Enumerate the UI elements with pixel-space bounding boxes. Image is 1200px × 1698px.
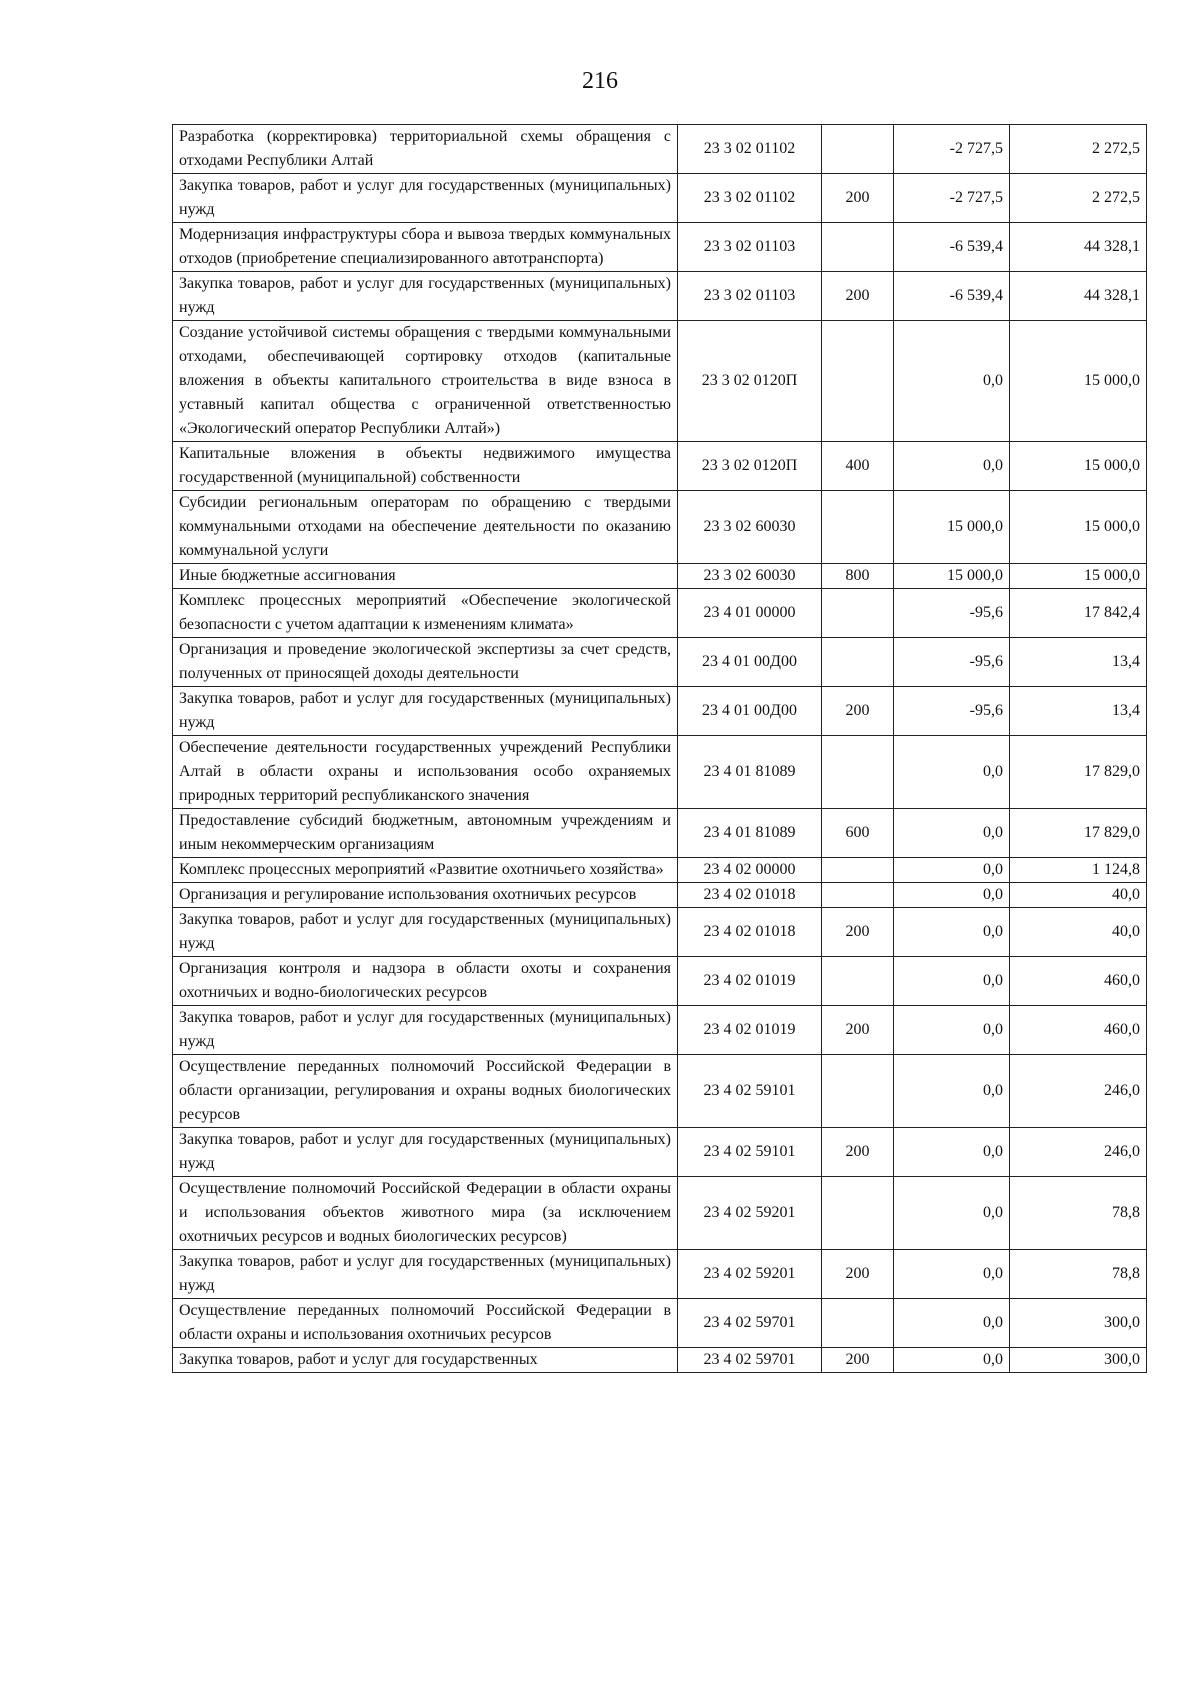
row-code: 23 4 02 59101 <box>678 1055 822 1128</box>
table-row <box>173 858 1147 883</box>
row-change-amount: 0,0 <box>894 908 1010 957</box>
row-expense-type: 200 <box>822 1348 894 1373</box>
row-expense-type: 200 <box>822 908 894 957</box>
row-change-amount: 0,0 <box>894 883 1010 908</box>
row-total-amount: 300,0 <box>1010 1348 1147 1373</box>
row-code: 23 3 02 01103 <box>678 272 822 321</box>
row-expense-type <box>822 638 894 687</box>
row-code: 23 4 02 01019 <box>678 957 822 1006</box>
row-change-amount: 15 000,0 <box>894 564 1010 589</box>
table-row <box>173 589 1147 638</box>
row-total-amount: 246,0 <box>1010 1055 1147 1128</box>
row-code: 23 4 02 01018 <box>678 883 822 908</box>
row-name: Организация и проведение экологической экспертизы за счет средств, полученных от приносящей доходы деятельности <box>173 638 678 687</box>
row-code: 23 4 01 00Д00 <box>678 687 822 736</box>
row-expense-type: 400 <box>822 442 894 491</box>
row-code: 23 3 02 01102 <box>678 125 822 174</box>
row-change-amount: 0,0 <box>894 442 1010 491</box>
row-name: Осуществление переданных полномочий Российской Федерации в области организации, регулирования и охраны водных биологических ресурсов <box>173 1055 678 1128</box>
row-name: Иные бюджетные ассигнования <box>173 564 678 589</box>
row-change-amount: 0,0 <box>894 1055 1010 1128</box>
row-total-amount: 2 272,5 <box>1010 125 1147 174</box>
row-total-amount: 13,4 <box>1010 638 1147 687</box>
row-name: Закупка товаров, работ и услуг для государственных (муниципальных) нужд <box>173 1006 678 1055</box>
table-row <box>173 1055 1147 1128</box>
row-name: Разработка (корректировка) территориальной схемы обращения с отходами Республики Алтай <box>173 125 678 174</box>
row-expense-type <box>822 957 894 1006</box>
table-row <box>173 883 1147 908</box>
table-row <box>173 1348 1147 1373</box>
row-name: Обеспечение деятельности государственных учреждений Республики Алтай в области охраны и использования особо охраняемых природных территорий республиканского значения <box>173 736 678 809</box>
table-row <box>173 687 1147 736</box>
row-name: Капитальные вложения в объекты недвижимого имущества государственной (муниципальной) собственности <box>173 442 678 491</box>
table-row <box>173 736 1147 809</box>
row-expense-type: 200 <box>822 174 894 223</box>
row-name: Закупка товаров, работ и услуг для государственных (муниципальных) нужд <box>173 174 678 223</box>
row-expense-type: 200 <box>822 272 894 321</box>
row-expense-type <box>822 858 894 883</box>
row-name: Организация контроля и надзора в области охоты и сохранения охотничьих и водно-биологических ресурсов <box>173 957 678 1006</box>
row-expense-type: 200 <box>822 1250 894 1299</box>
row-change-amount: 0,0 <box>894 957 1010 1006</box>
table-row <box>173 1006 1147 1055</box>
row-expense-type <box>822 1055 894 1128</box>
row-total-amount: 300,0 <box>1010 1299 1147 1348</box>
row-code: 23 4 02 59701 <box>678 1299 822 1348</box>
row-total-amount: 13,4 <box>1010 687 1147 736</box>
row-name: Осуществление переданных полномочий Российской Федерации в области охраны и использования охотничьих ресурсов <box>173 1299 678 1348</box>
row-change-amount: -95,6 <box>894 589 1010 638</box>
row-total-amount: 460,0 <box>1010 1006 1147 1055</box>
row-change-amount: -2 727,5 <box>894 174 1010 223</box>
row-change-amount: 0,0 <box>894 1006 1010 1055</box>
row-name: Закупка товаров, работ и услуг для государственных (муниципальных) нужд <box>173 1250 678 1299</box>
row-expense-type: 800 <box>822 564 894 589</box>
row-change-amount: -2 727,5 <box>894 125 1010 174</box>
row-expense-type <box>822 491 894 564</box>
row-total-amount: 15 000,0 <box>1010 442 1147 491</box>
row-change-amount: -6 539,4 <box>894 272 1010 321</box>
row-code: 23 4 02 01019 <box>678 1006 822 1055</box>
row-code: 23 3 02 01103 <box>678 223 822 272</box>
row-total-amount: 40,0 <box>1010 883 1147 908</box>
row-name: Модернизация инфраструктуры сбора и вывоза твердых коммунальных отходов (приобретение специализированного автотранспорта) <box>173 223 678 272</box>
row-name: Осуществление полномочий Российской Федерации в области охраны и использования объектов животного мира (за исключением охотничьих ресурсов и водных биологических ресурсов) <box>173 1177 678 1250</box>
row-name: Закупка товаров, работ и услуг для государственных (муниципальных) нужд <box>173 908 678 957</box>
table-row <box>173 1128 1147 1177</box>
row-expense-type: 200 <box>822 1006 894 1055</box>
table-row <box>173 223 1147 272</box>
row-code: 23 3 02 60030 <box>678 564 822 589</box>
row-change-amount: 0,0 <box>894 809 1010 858</box>
row-name: Закупка товаров, работ и услуг для государственных (муниципальных) нужд <box>173 687 678 736</box>
row-code: 23 3 02 01102 <box>678 174 822 223</box>
table-row <box>173 321 1147 442</box>
row-change-amount: 0,0 <box>894 1299 1010 1348</box>
row-total-amount: 40,0 <box>1010 908 1147 957</box>
row-total-amount: 2 272,5 <box>1010 174 1147 223</box>
row-expense-type: 200 <box>822 1128 894 1177</box>
row-total-amount: 44 328,1 <box>1010 272 1147 321</box>
row-name: Закупка товаров, работ и услуг для государственных (муниципальных) нужд <box>173 1128 678 1177</box>
row-code: 23 4 02 59101 <box>678 1128 822 1177</box>
row-change-amount: 0,0 <box>894 1177 1010 1250</box>
row-total-amount: 15 000,0 <box>1010 321 1147 442</box>
page-number: 216 <box>582 68 618 94</box>
row-change-amount: 0,0 <box>894 1128 1010 1177</box>
row-expense-type: 200 <box>822 687 894 736</box>
row-total-amount: 78,8 <box>1010 1250 1147 1299</box>
row-change-amount: 0,0 <box>894 736 1010 809</box>
row-expense-type <box>822 883 894 908</box>
row-change-amount: 15 000,0 <box>894 491 1010 564</box>
row-code: 23 4 02 01018 <box>678 908 822 957</box>
row-change-amount: 0,0 <box>894 1250 1010 1299</box>
row-change-amount: -6 539,4 <box>894 223 1010 272</box>
row-code: 23 3 02 0120П <box>678 442 822 491</box>
row-code: 23 4 02 59701 <box>678 1348 822 1373</box>
row-total-amount: 246,0 <box>1010 1128 1147 1177</box>
row-name: Комплекс процессных мероприятий «Обеспечение экологической безопасности с учетом адаптации к изменениям климата» <box>173 589 678 638</box>
table-row <box>173 908 1147 957</box>
row-total-amount: 17 842,4 <box>1010 589 1147 638</box>
row-expense-type <box>822 223 894 272</box>
row-total-amount: 15 000,0 <box>1010 564 1147 589</box>
row-code: 23 3 02 60030 <box>678 491 822 564</box>
row-total-amount: 1 124,8 <box>1010 858 1147 883</box>
row-code: 23 4 01 00000 <box>678 589 822 638</box>
row-change-amount: 0,0 <box>894 858 1010 883</box>
row-expense-type <box>822 321 894 442</box>
row-name: Предоставление субсидий бюджетным, автономным учреждениям и иным некоммерческим организациям <box>173 809 678 858</box>
table-row <box>173 564 1147 589</box>
row-code: 23 4 01 81089 <box>678 809 822 858</box>
row-code: 23 4 02 59201 <box>678 1177 822 1250</box>
table-row <box>173 638 1147 687</box>
table-row <box>173 125 1147 174</box>
row-total-amount: 44 328,1 <box>1010 223 1147 272</box>
row-expense-type: 600 <box>822 809 894 858</box>
table-row <box>173 1299 1147 1348</box>
table-row <box>173 809 1147 858</box>
row-name: Закупка товаров, работ и услуг для государственных <box>173 1348 678 1373</box>
row-total-amount: 17 829,0 <box>1010 809 1147 858</box>
row-total-amount: 460,0 <box>1010 957 1147 1006</box>
row-change-amount: 0,0 <box>894 321 1010 442</box>
table-row <box>173 442 1147 491</box>
row-code: 23 3 02 0120П <box>678 321 822 442</box>
table-row <box>173 1250 1147 1299</box>
table-row <box>173 491 1147 564</box>
row-name: Субсидии региональным операторам по обращению с твердыми коммунальными отходами на обеспечение деятельности по оказанию коммунальной услуги <box>173 491 678 564</box>
row-expense-type <box>822 125 894 174</box>
row-code: 23 4 02 00000 <box>678 858 822 883</box>
row-code: 23 4 01 81089 <box>678 736 822 809</box>
row-name: Создание устойчивой системы обращения с твердыми коммунальными отходами, обеспечивающей сортировку отходов (капитальные вложения в объекты капитального строительства в виде взноса в уставный капитал общества с ограниченной ответственностью «Экологический оператор Республики Алтай») <box>173 321 678 442</box>
row-code: 23 4 02 59201 <box>678 1250 822 1299</box>
row-expense-type <box>822 589 894 638</box>
row-expense-type <box>822 1177 894 1250</box>
row-change-amount: -95,6 <box>894 687 1010 736</box>
row-name: Комплекс процессных мероприятий «Развитие охотничьего хозяйства» <box>173 858 678 883</box>
row-total-amount: 17 829,0 <box>1010 736 1147 809</box>
budget-table-body <box>173 125 1147 1373</box>
row-name: Организация и регулирование использования охотничьих ресурсов <box>173 883 678 908</box>
row-expense-type <box>822 736 894 809</box>
row-name: Закупка товаров, работ и услуг для государственных (муниципальных) нужд <box>173 272 678 321</box>
row-change-amount: 0,0 <box>894 1348 1010 1373</box>
table-row <box>173 174 1147 223</box>
budget-table <box>172 124 1147 1373</box>
row-total-amount: 78,8 <box>1010 1177 1147 1250</box>
table-row <box>173 957 1147 1006</box>
table-row <box>173 1177 1147 1250</box>
table-row <box>173 272 1147 321</box>
row-code: 23 4 01 00Д00 <box>678 638 822 687</box>
row-total-amount: 15 000,0 <box>1010 491 1147 564</box>
row-change-amount: -95,6 <box>894 638 1010 687</box>
row-expense-type <box>822 1299 894 1348</box>
